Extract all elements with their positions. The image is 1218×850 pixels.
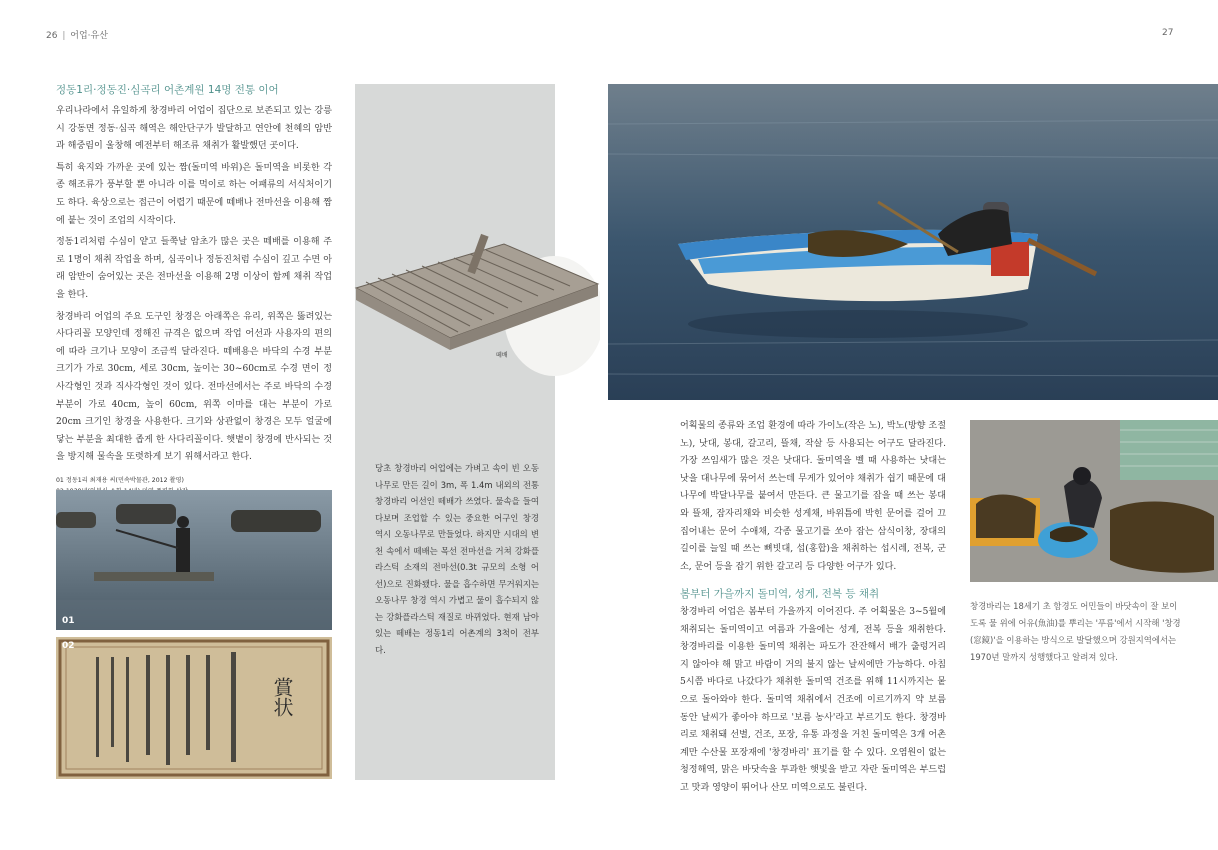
raft-label: 떼배 — [496, 352, 508, 359]
boat-photo — [608, 84, 1218, 400]
left-page-header — [46, 28, 108, 41]
raft-image — [354, 226, 600, 376]
photo-raft-fisherman — [56, 490, 332, 630]
right-page-number: 27 — [1162, 28, 1174, 38]
sidebar-text: 당초 창경바리 어업에는 가벼고 속이 빈 오동나무로 만든 길이 3m, 폭 1.4m 내외의 전통 창경바리 어선인 떼배가 쓰였다. 물속을 들여다보며 조업할 수 있는 중요한 어구인 창경 역시 오동나무로 만들었다. 하지만 시대의 변천 속에서 떼배는 목선 전마선을 거쳐 강화플라스틱 소재의 전마선(0.3t 규모의 소형 어선)으로 진화됐다. 물을 흡수하면 무거워지는 오동나무 창경 역시 가볍고 물이 흡수되지 않는 강화플라스틱 재질로 바뀌었다. 현재 남아있는 떼배는 정동1리 어촌계의 3척이 전부다. — [375, 463, 539, 655]
photo-label-02: 02 — [62, 641, 75, 651]
photo-certificate — [56, 637, 332, 779]
left-section-title: 어업·유산 — [70, 31, 108, 41]
photo-caption: 창경바리는 18세기 초 함경도 어민들이 바닷속이 잘 보이도록 물 위에 어유(魚油)를 뿌리는 '푸름'에서 시작해 '창경(窓鏡)'을 이용하는 방식으로 발달했으며 강원지역에서는 1970년 말까지 성행했다고 알려져 있다. — [970, 601, 1181, 662]
left-text-column — [56, 82, 332, 497]
paragraph: 정동1리처럼 수심이 얕고 들쭉날 암초가 많은 곳은 떼배를 이용해 주로 1명이 채취 작업을 하며, 심곡이나 정동진처럼 수심이 깊고 수면 아래 암반이 숨어있는 곳은 전마선을 이용해 2명 이상이 함께 채취 작업을 한다. — [56, 237, 332, 300]
paragraph: 창경바리 어업의 주요 도구인 창경은 아래쪽은 유리, 위쪽은 뚫려있는 사다리꼴 모양인데 정해진 규격은 없으며 작업 어선과 사용자의 편의에 따라 크기나 모양이 조금씩 달라진다. 떼배용은 바닥의 수경 부분 크기가 가로 30cm, 세로 30cm, 높이는 30~60cm로 수경 면이 정사각형인 것과 직사각형인 것이 있다. 전마선에서는 주로 바닥의 수경 부분이 가로 40cm, 높이 60cm, 위쪽 이마를 대는 부분이 가로 20cm 크기인 창경을 사용한다. 크기와 상관없이 창경은 모두 얼굴에 닿는 부분을 최대한 좁게 한 사다리꼴이다. 햇볕이 창경에 반사되는 것을 방지해 물속을 또렷하게 보기 위해서라고 한다. — [56, 311, 332, 463]
left-section-heading: 정동1리·정동진·심곡리 어촌계원 14명 전통 이어 — [56, 84, 279, 96]
right-section-heading: 봄부터 가을까지 돌미역, 성게, 전복 등 채취 — [680, 588, 880, 600]
certificate-title: 賞状 — [270, 677, 294, 717]
right-paragraph-2: 창경바리 어업은 봄부터 가을까지 이어진다. 주 어획물은 3~5월에 채취되는 돌미역이고 여름과 가을에는 성게, 전복 등을 채취한다. 창경바리를 이용한 돌미역 채취는 파도가 잔잔해서 배가 출렁거리지 않아야 해 맑고 바람이 거의 불지 않는 날씨에만 가능하다. 아침 5시쯤 바다로 나갔다가 채취한 돌미역 건조를 위해 11시까지는 뭍으로 돌아와야 한다. 돌미역 채취에서 건조에 이르기까지 약 보름 동안 날씨가 좋아야 하므로 '보름 농사'라고 부르기도 한다. 창경바리로 채취돼 선별, 건조, 포장, 유통 과정을 거친 돌미역은 3개 어촌계만 수산물 포장재에 '창경바리' 표기를 할 수 있다. 오염원이 없는 청정해역, 맑은 바닷속을 투과한 햇빛을 받고 자란 돌미역은 부드럽고 맛과 영양이 뛰어나 산모 미역으로도 불린다. — [680, 607, 946, 793]
left-page-number: 26 — [46, 31, 58, 41]
note-01: 01 정동1리 최재용 씨(민속박물관, 2012 촬영) — [56, 476, 184, 484]
header-divider: | — [62, 31, 66, 41]
seaweed-drying-photo — [970, 420, 1218, 582]
paragraph: 우리나라에서 유일하게 창경바리 어업이 집단으로 보존되고 있는 강릉시 강동면 정동·심곡 해역은 해안단구가 발달하고 연안에 천혜의 암반과 해중림이 울창해 예전부터 해조류 채취가 활발했던 곳이다. — [56, 106, 332, 152]
photo-label-01: 01 — [62, 616, 75, 626]
sidebar-column — [355, 84, 555, 780]
paragraph: 특히 육지와 가까운 곳에 있는 짬(돌미역 바위)은 돌미역을 비롯한 각종 해조류가 풍부할 뿐 아니라 이를 먹이로 하는 어패류의 서식처이기도 하다. 육상으로는 접근이 어렵기 때문에 떼배나 전마선을 이용해 짬에 붙는 것이 조업의 시작이다. — [56, 162, 332, 226]
right-paragraph-1: 어획물의 종류와 조업 환경에 따라 가이노(작은 노), 박노(방향 조절 노), 낫대, 봉대, 갈고리, 뜰채, 작살 등 사용되는 어구도 달라진다. 가장 쓰임새가 많은 것은 낫대다. 돌미역을 벨 때 사용하는 낫대는 낫을 대나무에 묶어서 쓰는데 무게가 있어야 채취가 쉽기 때문에 대나무에 박달나무를 붙여서 만든다. 큰 물고기를 잡을 때 쓰는 봉대와 뜰채, 잠자리채와 비슷한 성게채, 바위틈에 박힌 문어를 걸어 끄집어내는 문어 수애채, 각종 물고기를 쏘아 잡는 삼식이창, 장대의 길이를 늘일 때 쓰는 뼈빗대, 섭(홍합)을 채취하는 섭시레, 전복, 군소, 문어 등을 잡기 위한 갈고리 등 다양한 어구가 있다. — [680, 421, 946, 572]
